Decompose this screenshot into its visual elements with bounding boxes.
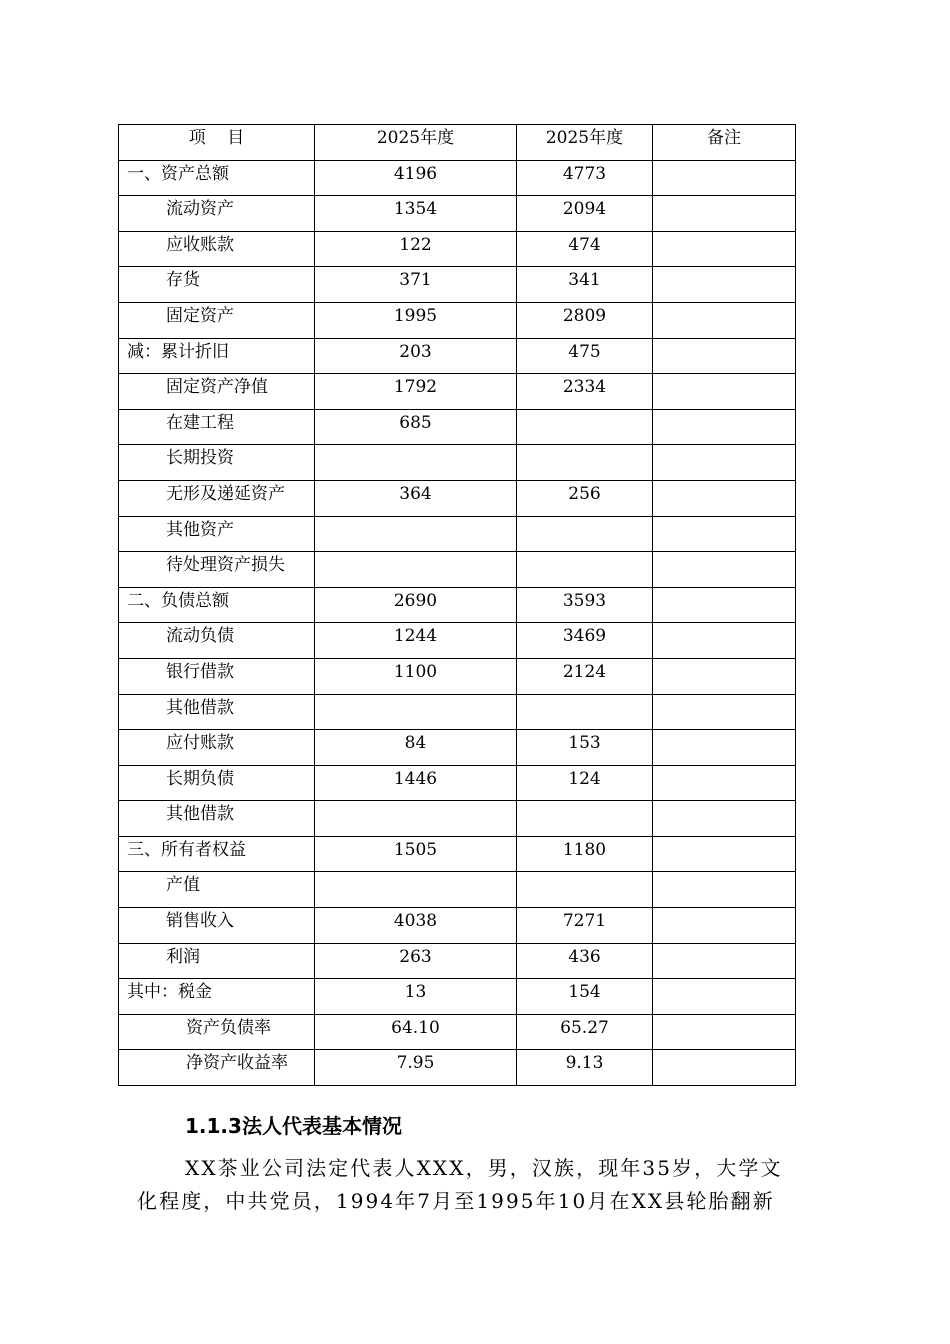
- row-value-year-2: 3469: [517, 623, 653, 659]
- row-value-year-1: 4196: [315, 160, 517, 196]
- row-item-label: 流动资产: [119, 196, 315, 232]
- row-value-year-2: 7271: [517, 908, 653, 944]
- table-row: [119, 267, 796, 303]
- row-item-label: 二、负债总额: [119, 587, 315, 623]
- row-note: [653, 302, 796, 338]
- paragraph-line-2: 化程度，中共党员，1994年7月至1995年10月在XX县轮胎翻新: [137, 1189, 775, 1213]
- row-note: [653, 801, 796, 837]
- table-row: [119, 374, 796, 410]
- table-row: [119, 231, 796, 267]
- row-value-year-2: 153: [517, 730, 653, 766]
- row-note: [653, 872, 796, 908]
- row-item-label: 利润: [119, 943, 315, 979]
- table-row: [119, 658, 796, 694]
- row-value-year-2: 256: [517, 480, 653, 516]
- row-item-label: 产值: [119, 872, 315, 908]
- row-item-label: 长期负债: [119, 765, 315, 801]
- row-item-label: 无形及递延资产: [119, 480, 315, 516]
- row-note: [653, 445, 796, 481]
- row-value-year-2: 2334: [517, 374, 653, 410]
- row-note: [653, 658, 796, 694]
- row-value-year-1: 1354: [315, 196, 517, 232]
- row-value-year-1: 364: [315, 480, 517, 516]
- table-row: [119, 196, 796, 232]
- row-value-year-2: 436: [517, 943, 653, 979]
- row-item-label: 净资产收益率: [119, 1050, 315, 1086]
- row-value-year-2: 65.27: [517, 1014, 653, 1050]
- header-year-2: 2025年度: [517, 125, 653, 161]
- row-item-label: 其他借款: [119, 801, 315, 837]
- row-value-year-2: [517, 872, 653, 908]
- table-row: [119, 979, 796, 1015]
- table-row: [119, 587, 796, 623]
- row-value-year-1: 1100: [315, 658, 517, 694]
- row-value-year-1: [315, 801, 517, 837]
- row-value-year-2: [517, 445, 653, 481]
- header-item: 项 目: [119, 125, 315, 161]
- table-row: [119, 480, 796, 516]
- row-item-label: 在建工程: [119, 409, 315, 445]
- financial-table: [118, 124, 796, 1086]
- row-value-year-2: 2094: [517, 196, 653, 232]
- row-note: [653, 943, 796, 979]
- table-row: [119, 1050, 796, 1086]
- table-row: [119, 409, 796, 445]
- row-note: [653, 908, 796, 944]
- header-year-1: 2025年度: [315, 125, 517, 161]
- table-row: [119, 908, 796, 944]
- row-item-label: 销售收入: [119, 908, 315, 944]
- row-value-year-2: 2124: [517, 658, 653, 694]
- row-note: [653, 694, 796, 730]
- row-value-year-1: 1446: [315, 765, 517, 801]
- row-value-year-1: [315, 872, 517, 908]
- row-value-year-2: 124: [517, 765, 653, 801]
- row-value-year-1: 7.95: [315, 1050, 517, 1086]
- row-value-year-2: 474: [517, 231, 653, 267]
- row-value-year-2: 475: [517, 338, 653, 374]
- row-note: [653, 160, 796, 196]
- row-value-year-2: 2809: [517, 302, 653, 338]
- row-value-year-1: 122: [315, 231, 517, 267]
- row-value-year-1: 2690: [315, 587, 517, 623]
- table-row: [119, 836, 796, 872]
- table-row: [119, 160, 796, 196]
- row-note: [653, 231, 796, 267]
- table-row: [119, 943, 796, 979]
- row-note: [653, 409, 796, 445]
- row-item-label: 资产负债率: [119, 1014, 315, 1050]
- table-row: [119, 338, 796, 374]
- row-note: [653, 196, 796, 232]
- row-value-year-2: 341: [517, 267, 653, 303]
- row-note: [653, 979, 796, 1015]
- table-row: [119, 765, 796, 801]
- row-note: [653, 374, 796, 410]
- row-value-year-2: [517, 694, 653, 730]
- row-item-label: 应付账款: [119, 730, 315, 766]
- row-value-year-1: [315, 445, 517, 481]
- row-item-label: 银行借款: [119, 658, 315, 694]
- row-value-year-2: 4773: [517, 160, 653, 196]
- row-value-year-1: 1792: [315, 374, 517, 410]
- row-value-year-2: [517, 801, 653, 837]
- row-item-label: 其中：税金: [119, 979, 315, 1015]
- row-item-label: 应收账款: [119, 231, 315, 267]
- table-row: [119, 730, 796, 766]
- row-item-label: 流动负债: [119, 623, 315, 659]
- table-row: [119, 801, 796, 837]
- row-value-year-1: 4038: [315, 908, 517, 944]
- row-note: [653, 623, 796, 659]
- row-item-label: 存货: [119, 267, 315, 303]
- row-item-label: 三、所有者权益: [119, 836, 315, 872]
- row-value-year-1: [315, 552, 517, 588]
- row-value-year-1: 1995: [315, 302, 517, 338]
- row-value-year-1: [315, 516, 517, 552]
- row-value-year-2: 154: [517, 979, 653, 1015]
- row-note: [653, 765, 796, 801]
- row-item-label: 长期投资: [119, 445, 315, 481]
- table-row: [119, 552, 796, 588]
- row-note: [653, 552, 796, 588]
- row-value-year-1: 84: [315, 730, 517, 766]
- row-item-label: 其他资产: [119, 516, 315, 552]
- row-value-year-1: 685: [315, 409, 517, 445]
- table-row: [119, 445, 796, 481]
- header-note: 备注: [653, 125, 796, 161]
- table-header-row: [119, 125, 796, 161]
- paragraph-line-1: XX茶业公司法定代表人XXX，男，汉族，现年35岁，大学文: [185, 1156, 783, 1180]
- table-row: [119, 623, 796, 659]
- row-note: [653, 1014, 796, 1050]
- row-value-year-1: 64.10: [315, 1014, 517, 1050]
- row-value-year-1: 203: [315, 338, 517, 374]
- row-item-label: 固定资产: [119, 302, 315, 338]
- row-value-year-1: 371: [315, 267, 517, 303]
- row-value-year-2: 1180: [517, 836, 653, 872]
- section-heading: 1.1.3法人代表基本情况: [185, 1114, 402, 1138]
- row-value-year-2: [517, 409, 653, 445]
- row-item-label: 待处理资产损失: [119, 552, 315, 588]
- row-item-label: 固定资产净值: [119, 374, 315, 410]
- table-body: [119, 160, 796, 1085]
- row-value-year-2: 9.13: [517, 1050, 653, 1086]
- row-note: [653, 587, 796, 623]
- table-row: [119, 1014, 796, 1050]
- row-value-year-1: 1244: [315, 623, 517, 659]
- table-row: [119, 694, 796, 730]
- row-item-label: 其他借款: [119, 694, 315, 730]
- row-item-label: 一、资产总额: [119, 160, 315, 196]
- row-note: [653, 1050, 796, 1086]
- row-value-year-2: [517, 552, 653, 588]
- row-item-label: 减：累计折旧: [119, 338, 315, 374]
- row-value-year-1: 1505: [315, 836, 517, 872]
- row-value-year-2: [517, 516, 653, 552]
- row-value-year-2: 3593: [517, 587, 653, 623]
- row-value-year-1: [315, 694, 517, 730]
- row-value-year-1: 13: [315, 979, 517, 1015]
- row-note: [653, 480, 796, 516]
- table-row: [119, 302, 796, 338]
- row-value-year-1: 263: [315, 943, 517, 979]
- row-note: [653, 730, 796, 766]
- row-note: [653, 338, 796, 374]
- table-row: [119, 516, 796, 552]
- row-note: [653, 516, 796, 552]
- row-note: [653, 836, 796, 872]
- row-note: [653, 267, 796, 303]
- table-row: [119, 872, 796, 908]
